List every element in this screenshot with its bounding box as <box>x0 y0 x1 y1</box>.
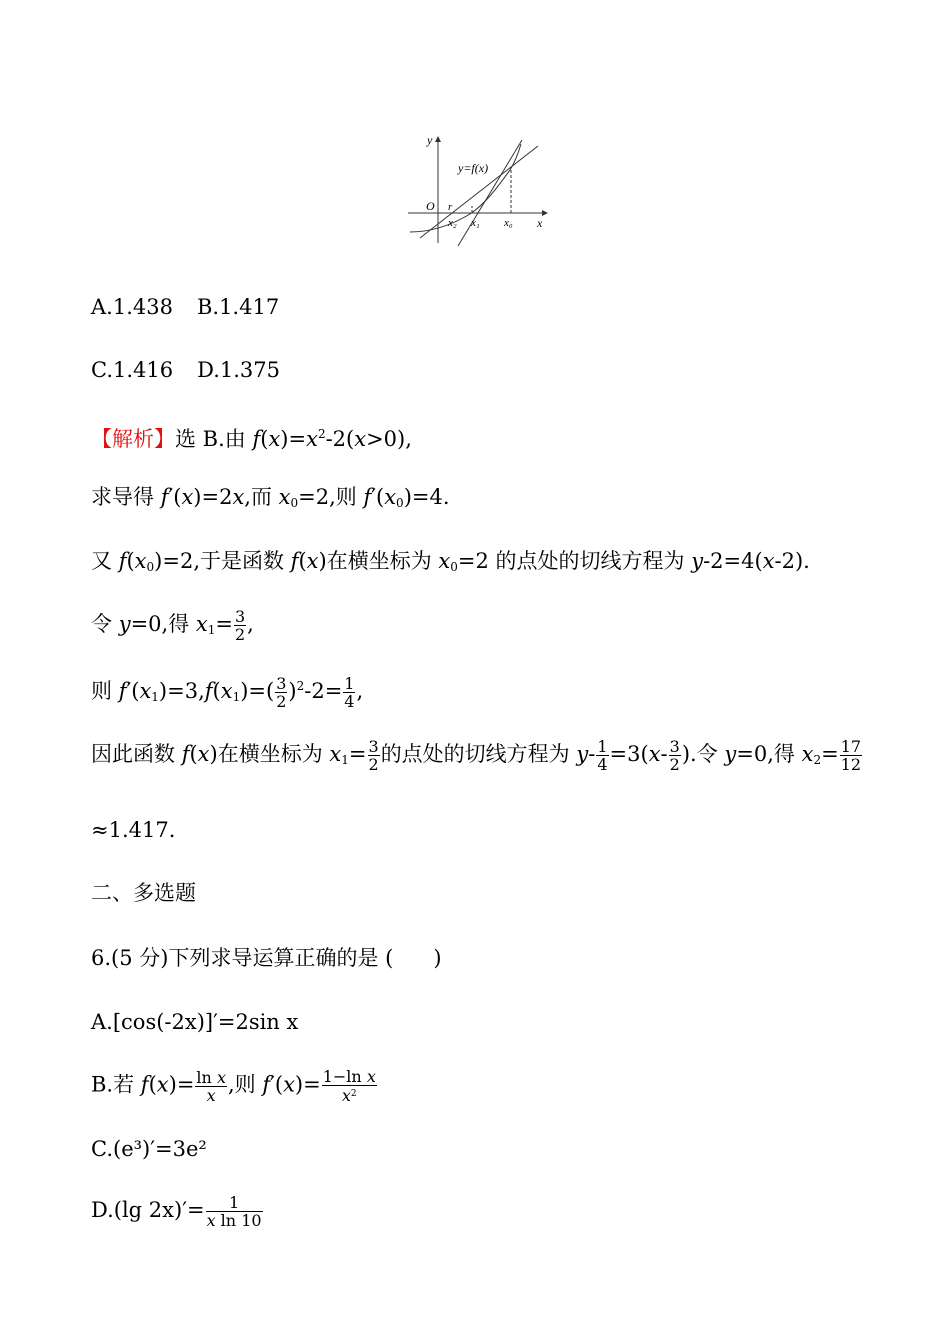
text: 6.(5 分)下列求导运算正确的是 ( <box>91 946 394 970</box>
text: ) <box>433 946 442 970</box>
label-curve: y=f(x) <box>458 161 489 175</box>
q5-option-d: D.1.375 <box>197 358 281 382</box>
text: 选 B.由 <box>175 427 253 451</box>
solution-line-2: 求导得 f′(x)=2x,而 $x_0=2$,则 $f'(x_0)=4$. <box>91 485 450 510</box>
solution-line-4: 令 y=0,得 $x_1=$ $\frac{3}{2}$ , <box>91 607 254 644</box>
q6-option-a <box>91 1007 298 1037</box>
tangent-figure <box>400 128 550 248</box>
solution-line-7 <box>91 815 175 845</box>
label-r: r <box>448 201 453 213</box>
text: ,而 <box>244 485 279 509</box>
solution-line-3: 又 $f(x_0)=2$,于是函数 f(x)在横坐标为 $x_0=2$ 的点处的切线方程为 y-2=4(x-2). <box>91 549 810 574</box>
text: 二、多选题 <box>91 881 196 905</box>
text: 求导得 <box>91 485 161 509</box>
solution-line-5: 则 $f'(x_1)=3,f(x_1)=$( $\frac{3}{2}$ )$^2$-2= $\frac{1}{4}$ , <box>91 674 364 711</box>
q5-options-row2 <box>91 355 280 385</box>
solution-line-1: 【解析】选 B.由 $f(x)=x^2-2(x>0)$, <box>91 427 412 451</box>
text: ,得 <box>767 742 802 766</box>
text: B.若 <box>91 1072 141 1097</box>
text: ≈1.417. <box>91 818 176 842</box>
text: 令 <box>91 612 119 636</box>
tangent-at-x0 <box>458 140 522 246</box>
text: A.[cos(-2x)]′=2sin x <box>91 1010 299 1034</box>
text: 因此函数 <box>91 742 182 766</box>
q5-option-a: A.1.438 <box>91 295 173 319</box>
label-y: y <box>427 133 433 147</box>
label-x: x <box>537 216 543 230</box>
q6-option-d: D.(lg 2x)′= $\frac{1}{\text{x ln 10}}$ <box>91 1193 262 1230</box>
text: ,则 <box>227 1072 263 1097</box>
text: 在横坐标为 <box>217 742 330 766</box>
text: C.(e³)′=3e² <box>91 1137 207 1161</box>
label-O: O <box>426 199 435 213</box>
solution-tag: 【解析】 <box>91 427 175 451</box>
text: 的点处的切线方程为 <box>488 549 692 573</box>
section-title <box>91 878 196 908</box>
label-x1: x₁ <box>471 217 480 229</box>
label-x0: x₀ <box>504 217 513 229</box>
q5-option-b: B.1.417 <box>196 295 280 319</box>
text: .令 <box>690 742 725 766</box>
q5-option-c: C.1.416 <box>91 358 174 382</box>
label-x2: x₂ <box>448 217 457 229</box>
q6-stem <box>91 943 442 973</box>
text: ,得 <box>161 612 196 636</box>
y-axis-arrow <box>435 136 441 142</box>
q5-options-row1 <box>91 292 279 322</box>
text: D.(lg 2x)′= <box>91 1198 205 1222</box>
solution-line-6: 因此函数 f(x)在横坐标为 $x_1=$ $\frac{3}{2}$ 的点处的切线方程为 y- $\frac{1}{4}$ =3(x- $\frac{3}{2}$ ).令 y=0,得 $x_2=$ $\frac{17}{12}$ <box>91 737 862 774</box>
text: 则 <box>91 679 119 703</box>
q6-option-b: B.若 f(x)= $\frac{\text{ln x}}{x}$ ,则 f′(x)= $\frac{\text{1−ln x}}{x^2}$ <box>91 1067 376 1105</box>
text: ,于是函数 <box>193 549 291 573</box>
text: 在横坐标为 <box>326 549 439 573</box>
x-axis-arrow <box>542 210 548 216</box>
text: 的点处的切线方程为 <box>380 742 577 766</box>
q6-option-c <box>91 1134 207 1164</box>
text: 又 <box>91 549 119 573</box>
text: ,则 <box>329 485 364 509</box>
